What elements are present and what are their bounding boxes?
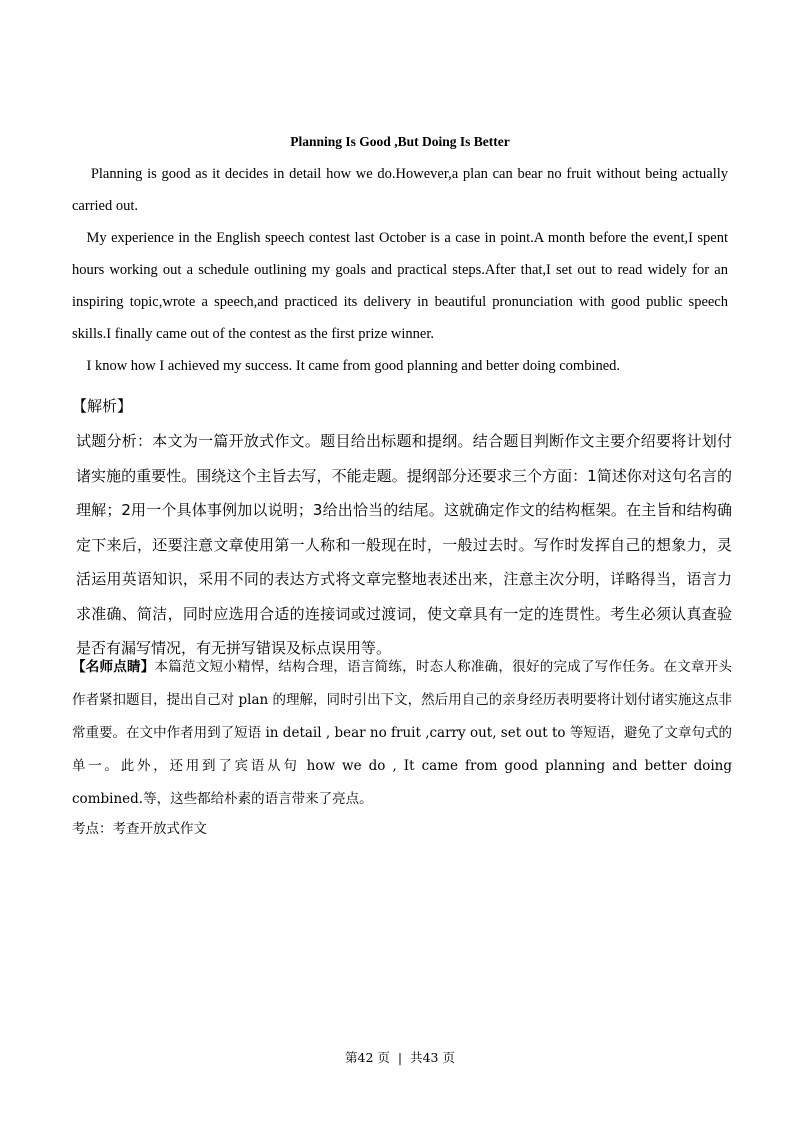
essay-title: Planning Is Good ,But Doing Is Better [290,134,510,149]
teacher-comment [72,651,732,816]
page-number: 第42 页 [345,1050,390,1065]
essay-paragraph: I know how I achieved my success. It came from good planning and better doing combined. [86,358,621,374]
analysis-text: 试题分析：本文为一篇开放式作文。题目给出标题和提纲。结合题目判断作文主要介绍要将计划付诸实施的重要性。围绕这个主旨去写，不能走题。提纲部分还要求三个方面：1简述你对这句名言的理解；2用一个具体事例加以说明；3给出恰当的结尾。这就确定作文的结构框架。在主旨和结构确定下来后，还要注意文章使用第一人称和一般现在时，一般过去时。写作时发挥自己的想象力，灵活运用英语知识，采用不同的表达方式将文章完整地表述出来，注意主次分明，详略得当，语言力求准确、简洁，同时应选用合适的连接词或过渡词，使文章具有一定的连贯性。考生必须认真查验是否有漏写情况，有无拼写错误及标点误用等。 [76,432,732,657]
essay-paragraph: My experience in the English speech contest last October is a case in point.A month before the event,I spent hours working out a schedule outlining my goals and practical steps.After that,I set out to read widely for an inspiring topic,wrote a speech,and practiced its delivery in beautiful pronunciation with good public speech skills.I finally came out of the contest as the first prize winner. [72,230,728,342]
essay-paragraph: Planning is good as it decides in detail how we do.However,a plan can bear no fruit without being actually carried out. [72,166,728,214]
exam-point: 考点：考查开放式作文 [72,821,207,837]
teacher-comment-text: 本篇范文短小精悍，结构合理，语言简练，时态人称准确，很好的完成了写作任务。在文章开头作者紧扣题目，提出自己对 plan 的理解，同时引出下文，然后用自己的亲身经历表明要将计划付诸实施这点非常重要。在文中作者用到了短语 in detail , bear no fruit ,carry out, set out to 等短语，避免了文章句式的单一。此外，还用到了宾语从句 how we do , It came from good planning and better doing combined.等，这些都给朴素的语言带来了亮点。 [72,659,733,807]
page-footer [0,1048,800,1066]
page-total: 共43 页 [410,1050,455,1065]
footer-separator: | [397,1050,403,1065]
teacher-comment-label: 【名师点睛】 [72,659,155,675]
essay-body [72,158,728,382]
analysis-heading: 【解析】 [72,397,133,415]
